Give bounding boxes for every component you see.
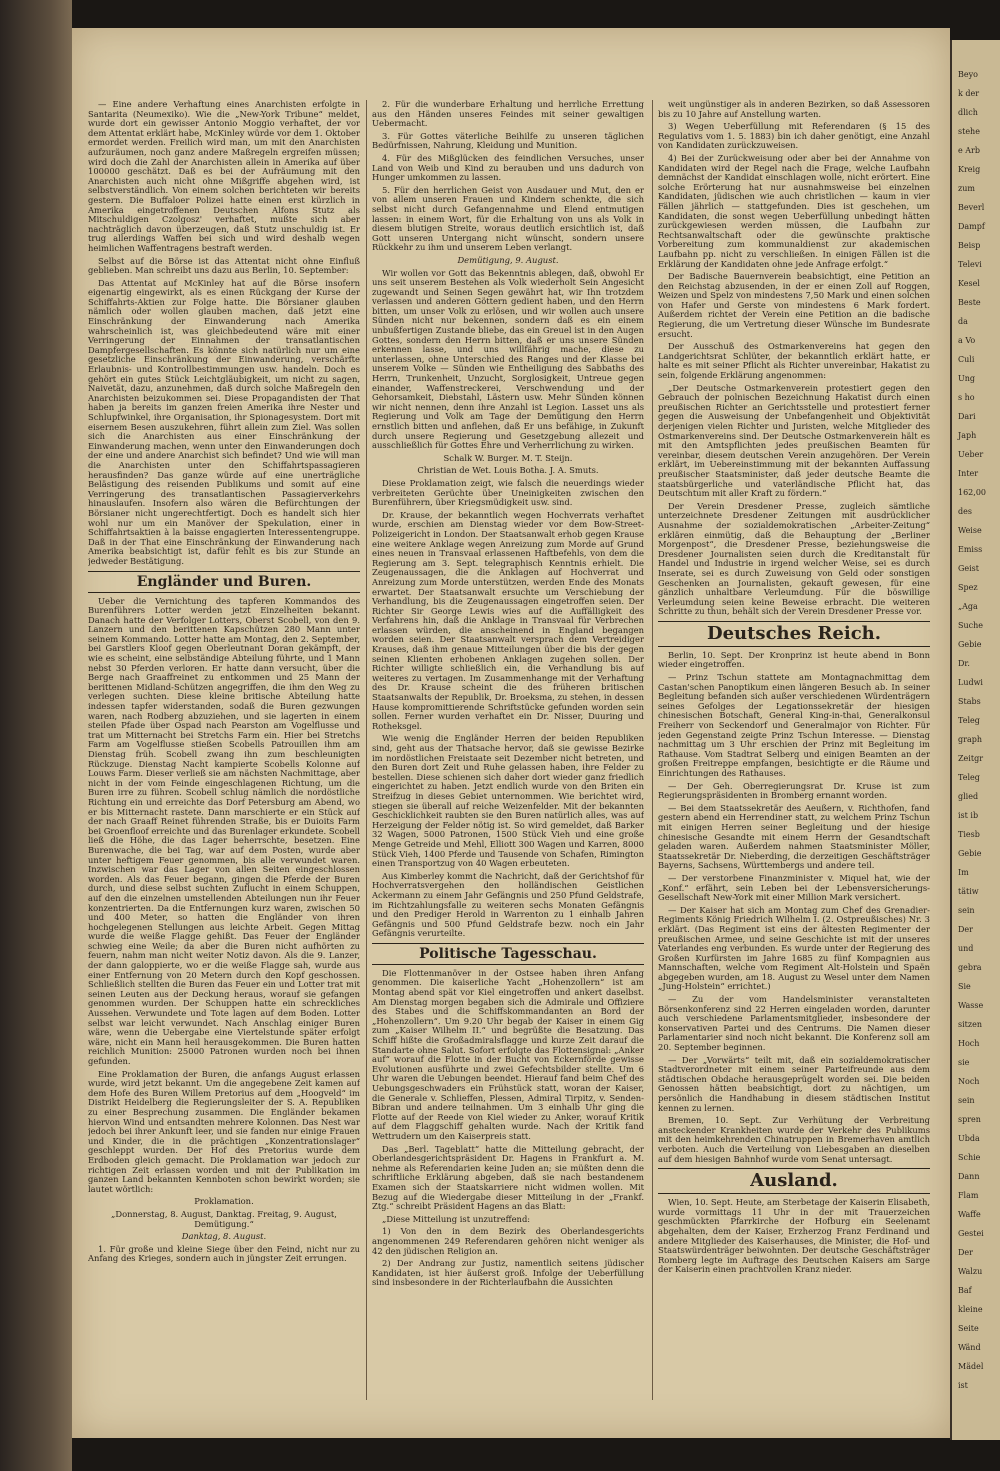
page-fragment: Japh: [958, 431, 977, 440]
paragraph: Der Ausschuß des Ostmarkenvereins hat gegen den Landgerichtsrat Schlüter, der bekanntlich erklärt hatte, er halte es mit seiner Pflicht als Richter unvereinbar, Hakatist zu sein, folgende Erklärung angenommen:: [658, 341, 930, 381]
page-fragment: Wänd: [958, 1343, 981, 1352]
paragraph: — Prinz Tschun stattete am Montagnachmittag dem Castan'schen Panoptikum einen längeren Besuch ab. In seiner Begleitung befanden sich außer verschiedenen Würdenträgern seines Gefolges der Legationssekretär der hiesigen chinesischen Botschaft, General King-in-thai, Generalkonsul Freiherr von Seckendorf und Generalmajor von Richter. Für jeden Gegenstand zeigte Prinz Tschun Interesse. — Dienstag nachmittag um 3 Uhr erschien der Prinz mit Begleitung im Rathause. Vom Stadtrat Selberg und einigen Beamten an der großen Freitreppe empfangen, besichtigte er die Räume und Einrichtungen des Rathauses.: [658, 672, 930, 778]
page-fragment: Beyo: [958, 70, 978, 79]
page-fragment: Dann: [958, 1172, 980, 1181]
page-fragment: „Aga: [958, 602, 978, 611]
paragraph: — Der „Vorwärts“ teilt mit, daß ein sozialdemokratischer Stadtverordneter mit einem seiner Parteifreunde aus dem städtischen Obdache herausgeprügelt worden sei. Die beiden Genossen hätten beabsichtigt, dort zu nächtigen, um persönlich die Handhabung in diesem städtischen Institut kennen zu lernen.: [658, 1054, 930, 1113]
paragraph: Selbst auf die Börse ist das Attentat nicht ohne Einfluß geblieben. Man schreibt uns dazu aus Berlin, 10. September:: [88, 255, 360, 276]
paragraph: — Zu der vom Handelsminister veranstalteten Börsenkonferenz sind 22 Herren eingeladen worden, darunter auch verschiedene Parlamentsmitglieder, insbesondere der konservativen Partei und des Centrums. Die Namen dieser Parlamentarier sind noch nicht bekannt. Die Konferenz soll am 20. September beginnen.: [658, 994, 930, 1053]
page-fragment: glied: [958, 792, 979, 801]
page-fragment: graph: [958, 735, 982, 744]
page-fragment: Culi: [958, 355, 975, 364]
column-2: [372, 100, 644, 1400]
page-fragment: Inter: [958, 469, 979, 478]
page-fragment: e Arb: [958, 146, 980, 155]
page-fragment: des: [958, 507, 972, 516]
page-fragment: Geist: [958, 564, 980, 573]
page-fragment: Ung: [958, 374, 976, 383]
column-3: [658, 100, 930, 1400]
page-fragment: Beisp: [958, 241, 981, 250]
page-fragment: Walzu: [958, 1267, 983, 1276]
paragraph: 3. Für Gottes väterliche Beihilfe zu unseren täglichen Bedürfnissen, Nahrung, Kleidung und Munition.: [372, 130, 644, 151]
paragraph: Dr. Krause, der bekanntlich wegen Hochverrats verhaftet wurde, erschien am Dienstag wieder vor dem Bow-Street-Polizeigericht in London. Der Staatsanwalt erhob gegen Krause eine weitere Anklage wegen Anreizung zum Morde auf Grund eines neuen in Transvaal erlassenen Haftbefehls, von dem die Regierung am 3. Sept. telegraphisch Kenntnis erhielt. Die Zeugenaussagen, die die Anklagen auf Hochverrat und Anreizung zum Morde unterstützen, werden Ende des Monats erwartet. Der Staatsanwalt ersuchte um Verschiebung der Verhandlung, bis die Zeugenaussagen eingetroffen seien. Der Richter Sir George Lewis wies auf die Auffälligkeit des Verfahrens hin, daß die Anklage in Transvaal für Verbrechen erlassen würden, die anscheinend in England begangen worden seien. Der Staatsanwalt versprach dem Vertreidiger Krauses, daß ihm genaue Mitteilungen über die bis der gegen seinen Klienten erhobenen Anklagen zugehen sollen. Der Richter willigte schließlich ein, die Verhandlung bis auf weiteres zu vertagen. Im Zusammenhange mit der Verhaftung des Dr. Krause scheint die des früheren britischen Staatsanwalts der Republik, Dr. Broeksma, zu stehen, in dessen Hause kompromittierende Schriftstücke gefunden worden sein sollen. Ferner wurden verhaftet ein Dr. Nisser, Duuring und Rotheksgel.: [372, 509, 644, 731]
page-fragment: Der: [958, 1248, 973, 1257]
section-heading: Politische Tagesschau.: [372, 943, 644, 965]
signatories: Schalk W. Burger. M. T. Steijn.: [443, 452, 573, 463]
paragraph: Diese Proklamation zeigt, wie falsch die neuerdings wieder verbreiteten Gerüchte über Uneinigkeiten zwischen den Burenführern, über Kriegsmüdigkeit usw. sind.: [372, 477, 644, 508]
page-fragment: Sie: [958, 982, 971, 991]
page-fragment: Televi: [958, 260, 982, 269]
page-fragment: stehe: [958, 127, 980, 136]
paragraph: 5. Für den herrlichen Geist von Ausdauer und Mut, den er von allem unseren Frauen und Kindern schenkte, die sich selbst nicht durch Gefangennahme und Elend entmutigen lassen: in einem Wort, für die Erhaltung von uns als Volk in diesem blutigen Streite, woraus deutlich ersichtlich ist, daß Gott unseren Untergang nicht wünscht, sondern unsere Rückkehr zu ihm und unserem Leben verlangt.: [372, 184, 644, 253]
paragraph: Ueber die Vernichtung des tapferen Kommandos des Burenführers Lotter werden jetzt Einzelheiten bekannt. Danach hatte der Verfolger Lotters, Oberst Scobell, von den 9. Lanzern und den berittenen Kapschützen 280 Mann unter seinem Kommando. Lotter hatte am Montag, den 2. September, bei Garstlers Kloof gegen Oberleutnant Doran gekämpft, der wie es scheint, eine selbständige Abteilung führte, und 1 Mann nebst 30 Pferden verloren. Er hatte dann versucht, über die Berge nach Graaffreinet zu entkommen und 25 Mann der berittenen Midland-Schützen angegriffen, die ihm den Weg zu verlegen suchten. Diese kleine britische Abteilung hatte indessen tapfer widerstanden, sodaß die Buren gezwungen waren, nach Rodberg abzuziehen, und sie lagerten in einem steilen Pfade über Ospad nach Pearston am Vogelflusse und trat um Mitternacht bei Stretchs Farm ein. Hier bei Stretchs Farm am Vogelflusse stießen Scobells Patrouillen ihm am Dienstag früh. Scobell zwang ihn zum beschleunigten Rückzuge. Dienstag Nacht kampierte Scobells Kolonne auf Louws Farm. Dieser verließ sie am nächsten Nachmittage, aber nicht in der vom Feinde eingeschlagenen Richtung, um die Buren irre zu führen. Scobell schlug nämlich die nordöstliche Richtung ein und erreichte das Dorf Petersburg am Abend, wo er bis Mitternacht rastete. Dann marschierte er ein Stück auf der nach Graaff Reinet führenden Straße, bis er Duioits Farm bei Groenfloof erreichte und das Burenlager erkundete. Scobell ließ die Höhe, die das Lager beherrschte, besetzen. Eine Burenwache, die bei Tag, war auf dem Posten, wurde aber unter heftigem Feuer genommen, bis alle verwundet waren. Inzwischen war das Lager von allen Seiten eingeschlossen worden. Als das Feuer begann, gingen die Pferde der Buren durch, und diese selbst suchten Zuflucht in einem Schuppen, auf den die einzelnen umstellenden Abteilungen nun ihr Feuer konzentrierten. Da die Entfernungen kurz waren, zwischen 50 und 400 Meter, so hatten die Engländer von ihren hochgelegenen Stellungen aus leichte Arbeit. Gegen Mittag wurde die weiße Flagge gehißt. Das Feuer der Engländer schwieg eine Weile; da aber die Buren nicht aufhörten zu feuern, nahm man nicht weiter Notiz davon. Als die 9. Lanzer, der dann galoppierte, wo er die weiße Flagge sah, wurde aus einer Entfernung von 20 Metern durch den Kopf geschossen. Schließlich stellten die Buren das Feuer ein und Lotter trat mit seinen Leuten aus der Deckung heraus, worauf sie gefangen genommen wurden. Der Schuppen hatte ein schreckliches Aussehen. Verwundete und Tote lagen auf dem Boden. Lotter selbst war leicht verwundet. Nach Anschlag einiger Buren wäre, wenn die Uebergabe eine Viertelstunde später erfolgt wäre, nicht ein Mann heil herausgekommen. Die Buren hatten reichlich Munition: 25000 Patronen wurden noch bei ihnen gefunden.: [88, 595, 360, 1066]
page-fragment: sein: [958, 906, 975, 915]
paragraph: 1) Von den in dem Bezirk des Oberlandesgerichts angenommenen 249 Referendaren gehören nicht weniger als 42 den jüdischen Religion an.: [372, 1226, 644, 1256]
page-fragment: Beste: [958, 298, 981, 307]
page-fragment: ist ib: [958, 811, 979, 820]
page-fragment: Spez: [958, 583, 978, 592]
page-fragment: kleine: [958, 1305, 983, 1314]
paragraph: „Der Deutsche Ostmarkenverein protestiert gegen den Gebrauch der polnischen Bezeichnung Hakatist durch einen preußischen Richter an Gerichtsstelle und protestiert ferner gegen die Ausweisung der Unbefangenheit und Objektivität derjenigen vielen Richter und Juristen, welche Mitglieder des Ostmarkenvereins sind. Der Deutsche Ostmarkenverein hält es mit den Amtspflichten jedes preußischen Beamten für vereinbar, diesem deutschen Verein anzugehören. Der Verein erklärt, im Uebereinstimmung mit der bekannten Auffassung preußischer Staatsminister, daß jeder deutsche Beamte die staatsbürgerliche und vaterländische Pflicht hat, das Deutschtum mit aller Kraft zu fördern.“: [658, 382, 930, 499]
page-fragment: Waffe: [958, 1210, 981, 1219]
paragraph: — Der Geh. Oberregierungsrat Dr. Kruse ist zum Regierungspräsidenten in Bromberg ernannt worden.: [658, 780, 930, 801]
page-fragment: Hoch: [958, 1039, 980, 1048]
section-heading: Deutsches Reich.: [658, 621, 930, 647]
page-fragment: Teleg: [958, 716, 980, 725]
page-fragment: und: [958, 944, 974, 953]
dateline: Demütigung, 9. August.: [457, 254, 559, 265]
page-fragment: Schie: [958, 1153, 981, 1162]
page-fragment: Dari: [958, 412, 976, 421]
proclamation-dates: „Donnerstag, 8. August, Danktag. Freitag, 9. August, Demütigung.“: [111, 1208, 337, 1229]
paragraph: — Der verstorbene Finanzminister v. Miquel hat, wie der „Konf.“ erfährt, sein Leben bei der Lebensversicherungs-Gesellschaft New-York mit einer Million Mark versichert.: [658, 872, 930, 903]
paragraph: — Der Kaiser hat sich am Montag zum Chef des Grenadier-Regiments König Friedrich Wilhelm I. (2. Ostpreußisches) Nr. 3 erklärt. (Das Regiment ist eins der ältesten Regimenter der preußischen Armee, und seine Geschichte ist mit der unseres Vaterlandes eng verbunden. Es wurde unter der Regierung des Großen Kurfürsten im Jahre 1685 zu fünf Kompagnien aus Mannschaften, welche vom Regiment Alt-Holstein und Spaën abgegeben wurden, am 18. August zu Wesel unter dem Namen „Jung-Holstein“ errichtet.): [658, 904, 930, 992]
section-heading: Engländer und Buren.: [88, 571, 360, 593]
page-fragment: s ho: [958, 393, 975, 402]
paragraph: Der Verein Dresdener Presse, zugleich sämtliche unterzeichnete Dresdener Zeitungen mit ausdrücklicher Ausnahme der sozialdemokratischen „Arbeiter-Zeitung“ erklären einmütig, daß die Behauptung der „Berliner Morgenpost“, die Dresdener Presse, beziehungsweise die Dresdener Journalisten seien durch die Kreditanstalt für Handel und Industrie in irgend welcher Weise, sei es durch Inserate, sei es durch Zuweisung von Geld oder sonstigen Geschenken an Journalisten, gekauft gewesen, für eine gänzlich unhaltbare Verleumdung. Für die böswillige Verleumdung seien keine Beweise erbracht. Die weiteren Schritte zu thun, behält sich der Verein Dresdener Presse vor.: [658, 500, 930, 617]
column-rule: [652, 100, 653, 1400]
page-fragment: Gestei: [958, 1229, 984, 1238]
paragraph: Eine Proklamation der Buren, die anfangs August erlassen wurde, wird jetzt bekannt. Um die angegebene Zeit kamen auf dem Hofe des Buren Willem Pretorius auf dem „Hoogveld“ im Distrikt Heidelberg die Regierungsleiter der S. A. Republiken zu einer Besprechung zusammen. Die Engländer bekamen hiervon Wind und entsandten mehrere Kolonnen. Das Nest war jedoch bei ihrer Ankunft leer, und sie fanden nur einige Frauen und Kinder, die in die prächtigen „Konzentrationslager“ geschleppt wurden. Der Hof des Pretorius wurde dem Erdboden gleich gemacht. Die Proklamation war jedoch zur richtigen Zeit erlassen worden und mit der Publikation im ganzen Land bekannten Kennboten schon bewirkt worden; sie lautet wörtlich:: [88, 1068, 360, 1194]
paragraph: „Diese Mitteilung ist unzutreffend:: [382, 1213, 531, 1224]
signatories: Christian de Wet. Louis Botha. J. A. Smuts.: [417, 465, 599, 476]
page-fragment: Seite: [958, 1324, 979, 1333]
page-fragment: k der: [958, 89, 980, 98]
column-rule: [366, 100, 367, 1400]
page-fragment: dlich: [958, 108, 978, 117]
paragraph: weit ungünstiger als in anderen Bezirken, so daß Assessoren bis zu 10 Jahre auf Anstellung warten.: [658, 100, 930, 119]
page-fragment: Dr.: [958, 659, 970, 668]
dateline: Danktag, 8. August.: [181, 1231, 267, 1242]
page-fragment: Noch: [958, 1077, 980, 1086]
page-fragment: Baf: [958, 1286, 972, 1295]
page-fragment: Dampf: [958, 222, 985, 231]
paragraph: Das Attentat auf McKinley hat auf die Börse insofern eigenartig eingewirkt, als es einen Rückgang der Kurse der Schiffahrts-Aktien zur Folge hatte. Die Börsianer glauben nämlich oder wollen glauben machen, daß jetzt eine Einschränkung der Einwanderung nach Amerika wahrscheinlich ist, was gleichbedeutend wäre mit einer Verringerung der Einnahmen der transatlantischen Dampfergesellschaften. Es könnte sich natürlich nur um eine gesetzliche Einschränkung der Einwanderung, verschärfte Erlaubnis- und Kontrollbestimmungen usw. handeln. Doch es gehört ein gutes Stück Leichtgläubigkeit, um nicht zu sagen, Naivetät, dazu, anzunehmen, daß durch solche Maßregeln den Anarchisten beizukommen sei. Diese Propagandisten der That haben ja bereits im ganzen freien Amerika ihre Nester und Schlupfwinkel, ihre Organisation, ihr Spionagesystem. Dort mit eisernem Besen auszukehren, führt allein zum Ziel. Was sollen sich die Anarchisten aus einer Einschränkung der Einwanderung machen, wenn unter den Einwanderungen doch der eine und andere Anarchist sich befindet? Und wie will man die Anarchisten unter den Schiffahrtspassagieren herausfinden? Das ganze würde auf eine unerträgliche Belästigung des reisenden Publikums und somit auf eine Verringerung des transatlantischen Passagierverkehrs hinauslaufen. Insofern also wären die Befürchtungen der Börsianer nicht ungerechtfertigt. Doch es handelt sich hier wohl nur um ein Manöver der Spekulation, einer in Schiffahrtsaktien à la baisse engagierten Interessentengruppe. Daß in der That eine Einschränkung der Einwanderung nach Amerika beabsichtigt ist, dafür fehlt es bis zur Stunde an jedweder Bestätigung.: [88, 277, 360, 566]
page-fragment: zum: [958, 184, 975, 193]
page-fragment: sie: [958, 1058, 970, 1067]
paragraph: 3) Wegen Ueberfüllung mit Referendaren (§ 15 des Regulativs vom 1. 5. 1883) bin ich daher genötigt, eine Anzahl von Kandidaten zurückzuweisen.: [658, 121, 930, 151]
page-fragment: a Vo: [958, 336, 976, 345]
page-fragment: da: [958, 317, 968, 326]
page-fragment: Kesel: [958, 279, 980, 288]
paragraph: Wir wollen vor Gott das Bekenntnis ablegen, daß, obwohl Er uns seit unserem Bestehen als Volk wiederholt Sein Angesicht zugewandt und Seinen Segen gewährt hat, wir Ihn trotzdem verlassen und anderen Göttern gedient haben, und den Herrn bitten, um unser Volk zu erlösen, und wir wollen auch unsere Sünden nicht nur bekennen, sondern daß es ein einem unbußfertigen Zustande bliebe, das ein Greuel ist in den Augen Gottes, sondern den Herrn bitten, daß er uns unsere Sünden erkennen lasse, und uns willfährig mache, diese zu unterlassen, ohne Unterschied des Ranges und der Klasse bei unserem Volke — Sünden wie Entheiligung des Sabbaths des Herrn, Trunkenheit, Unzucht, Sorglosigkeit, Untreue gegen einander, Waffenstreckerei, Verschwendung und der Gehorsamkeit, Diebstahl, Lästern usw. Mehr Sünden können wir nicht nennen, denn ihre Anzahl ist Legion. Lasset uns als Regierung und Volk am Tage der Demütigung den Herrn ernstlich bitten und anflehen, daß Er uns befähige, in Zukunft durch unsere Regierung und Gesetzgebung allezeit und ausschließlich für Gottes Ehre und Verherrlichung zu wirken.: [372, 267, 644, 451]
newspaper-page: [72, 28, 950, 1438]
paragraph: — Eine andere Verhaftung eines Anarchisten erfolgte in Santarita (Neumexiko). Wie die „New-York Tribune“ meldet, wurde dort ein gewisser Antonio Moggio verhaftet, der vor dem Attentat erklärt habe, McKinley würde vor dem 1. Oktober ermordet werden. Freilich wird man, um mit den Anarchisten aufzuräumen, noch ganz andere Maßregeln ergreifen müssen; wird doch die Zahl der Anarchisten allein in Amerika auf über 100000 geschätzt. Daß es bei der Aufräumung mit den Anarchisten auch nicht ohne Mißgriffe abgehen wird, ist selbstverständlich. Von einem solchen berichteten wir bereits gestern. Die Buffaloer Polizei hatte einen erst kürzlich in Amerika eingetroffenen Deutschen Alfons Stutz als Mitschuldigen Czolgosz' verhaftet, mußte sich aber nachträglich davon überzeugen, daß Stutz unschuldig ist. Er trug allerdings Waffen bei sich und wird deshalb wegen heimlichen Waffentragens bestraft werden.: [88, 100, 360, 253]
book-binding: [0, 0, 72, 1471]
page-fragment: sitzen: [958, 1020, 982, 1029]
paragraph: Wien, 10. Sept. Heute, am Sterbetage der Kaiserin Elisabeth, wurde vormittags 11 Uhr in der mit Trauerzeichen geschmückten Pfarrkirche der Hofburg ein Seelenamt abgehalten, dem der Kaiser, Erzherzog Franz Ferdinand und andere Mitglieder des Kaiserhauses, die Minister, die Hof- und Staatswürdenträger beiwohnten. Der deutsche Geschäftsträger Romberg legte im Auftrage des Deutschen Kaisers am Sarge der Kaiserin einen prachtvollen Kranz nieder.: [658, 1197, 930, 1275]
page-fragment: Stabs: [958, 697, 981, 706]
page-fragment: Gebie: [958, 640, 982, 649]
paragraph: Der Badische Bauernverein beabsichtigt, eine Petition an den Reichstag abzusenden, in der er einen Zoll auf Roggen, Weizen und Spelz von mindestens 7,50 Mark und einen solchen von Hafer und Gerste von mindestens 6 Mark fordert. Außerdem richtet der Verein eine Petition an die badische Regierung, die um Vertretung dieser Wünsche im Bundesrate ersucht.: [658, 271, 930, 339]
paragraph: Bremen, 10. Sept. Zur Verhütung der Verbreitung ansteckender Krankheiten wurde der Verkehr des Publikums mit den heimkehrenden Chinatruppen in Bremerhaven amtlich verboten. Auch die Verteilung von Liebesgaben an dieselben auf dem hiesigen Bahnhof wurde vom Senat untersagt.: [658, 1115, 930, 1164]
paragraph: Die Flottenmanöver in der Ostsee haben ihren Anfang genommen. Die kaiserliche Yacht „Hohenzollern“ ist am Montag abend spät vor Kiel eingetroffen und ankert daselbst. Am Dienstag morgen begaben sich die Admirale und Offiziere des Stabes und die Schiffskommandanten an Bord der „Hohenzollern“. Um 9.20 Uhr begab der Kaiser in einem Gig zum „Kaiser Wilhelm II.“ und begrüßte die Besatzung. Das Schiff hißte die Großadmiralsflagge und kurze Zeit darauf die Standarte ohne Salut. Sofort erfolgte das Flottensignal: „Anker auf“ worauf die Flotte in der Bucht von Eckernförde gewisse Evolutionen ausführte und zwei Gefechtsbilder stellte. Um 6 Uhr waren die Uebungen beendet. Hierauf fand beim Chef des Uebungsgeschwaders ein Frühstück statt, woran der Kaiser, die Generale v. Schlieffen, Plessen, Admiral Tirpitz, v. Senden-Bibran und andere teilnahmen. Um 3 einhalb Uhr ging die Flotte auf der Reede von Kiel wieder zu Anker, worauf Kritik auf dem Flaggschiff gehalten wurde. Nach der Kritik fand Wettrudern um den Kaiserpreis statt.: [372, 967, 644, 1141]
page-fragment: Gebie: [958, 849, 982, 858]
page-fragment: ist: [958, 1381, 968, 1390]
page-fragment: gebra: [958, 963, 982, 972]
page-fragment: Emiss: [958, 545, 983, 554]
page-fragment: Ludwi: [958, 678, 983, 687]
page-fragment: Mädel: [958, 1362, 984, 1371]
page-fragment: Wasse: [958, 1001, 984, 1010]
paragraph: 4) Bei der Zurückweisung oder aber bei der Annahme von Kandidaten wird der Regel nach die Frage, welche Laufbahn demnächst der Kandidat einschlagen wolle, nicht erörtert. Eine solche Erörterung hat nur ausnahmsweise bei einzelnen Kandidaten, jüdischen wie auch christlichen — kaum in vier Fällen jährlich — stattgefunden. Dies ist geschehen, um Kandidaten, die sonst wegen Ueberfüllung unbedingt hätten zurückgewiesen werden müssen, die Laufbahn zur Rechtsanwaltschaft oder die gewünschte praktische Vorbereitung zum kommunaldienst zur akademischen Laufbahn pp. nicht zu verschließen. In einigen Fällen ist die Erklärung der Kandidaten ohne jede Anfrage erfolgt.“: [658, 152, 930, 269]
paragraph: Das „Berl. Tageblatt“ hatte die Mitteilung gebracht, der Oberlandesgerichtspräsident Dr. Hagens in Frankfurt a. M. nehme als Referendarien keine Juden an; sie müßten denn die schriftliche Erklärung abgeben, daß sie nach bestandenem Examen sich der Staatskarriere nicht widmen wollen. Mit Bezug auf die Wiedergabe dieser Mitteilung in der „Frankf. Ztg.“ schreibt Präsident Hagens an das Blatt:: [372, 1143, 644, 1212]
paragraph: 2) Der Andrang zur Justiz, namentlich seitens jüdischer Kandidaten, ist hier äußerst groß. Infolge der Ueberfüllung sind insbesondere in der Richterlaufbahn die Aussichten: [372, 1258, 644, 1288]
page-fragment: Ueber: [958, 450, 984, 459]
page-fragment: 162,00: [958, 488, 986, 497]
page-fragment: Kreig: [958, 165, 981, 174]
page-fragment: Zeitgr: [958, 754, 984, 763]
column-1: [88, 100, 360, 1400]
page-fragment: sein: [958, 1096, 975, 1105]
page-fragment: Suche: [958, 621, 983, 630]
page-fragment: Der: [958, 925, 973, 934]
page-fragment: Teleg: [958, 773, 980, 782]
adjacent-page-edge: [950, 40, 1000, 1440]
page-fragment: tätiw: [958, 887, 979, 896]
paragraph: 4. Für des Mißglücken des feindlichen Versuches, unser Land von Weib und Kind zu berauben und uns dadurch von Hunger umkommen zu lassen.: [372, 152, 644, 183]
page-fragment: Flam: [958, 1191, 979, 1200]
page-fragment: Im: [958, 868, 969, 877]
page-fragment: Weise: [958, 526, 982, 535]
paragraph: Wie wenig die Engländer Herren der beiden Republiken sind, geht aus der Thatsache hervor, daß sie gewisse Bezirke im nordöstlichen Freistaate seit Dezember nicht betreten, und den Buren dort Zeit und Ruhe gelassen haben, ihre Felder zu bestellen. Diese schienen sich daher dort wieder ganz friedlich eingerichtet zu haben. Jetzt endlich wurde von den Briten ein Streifzug in dieses Gebiet unternommen. Wie berichtet wird, stiegen sie überall auf reiche Weizenfelder. Mit der bekannten Geschicklichkeit raubten sie den Buren natürlich alles, was auf Herzeigung der Felder nötig ist. So wird gemeldet, daß Barker 32 Wagen, 5000 Patronen, 1500 Stück Vieh und eine große Menge Getreide und Mehl, Elliott 300 Wagen und Karren, 8000 Stück Vieh, 1400 Pferde und Tausende von Schafen, Rimington einen Transportzug von 40 Wagen erbeuteten.: [372, 733, 644, 869]
paragraph: Aus Kimberley kommt die Nachricht, daß der Gerichtshof für Hochverratsvergehen den holländischen Geistlichen Ackermann zu einem Jahr Gefängnis und 250 Pfund Geldstrafe, im Richtzahlungsfalle zu weiteren sechs Monaten Gefängnis und den Prediger Herold in Warrenton zu 1 einhalb Jahren Gefängnis und 500 Pfund Geldstrafe bezw. noch ein Jahr Gefängnis verurteilte.: [372, 870, 644, 939]
page-fragment: Ubda: [958, 1134, 980, 1143]
page-fragment: spren: [958, 1115, 981, 1124]
proclamation-title: Proklamation.: [194, 1196, 254, 1207]
section-heading: Ausland.: [658, 1168, 930, 1194]
paragraph: Berlin, 10. Sept. Der Kronprinz ist heute abend in Bonn wieder eingetroffen.: [658, 649, 930, 670]
paragraph: 2. Für die wunderbare Erhaltung und herrliche Errettung aus den Händen unseres Feindes mit seiner gewaltigen Uebermacht.: [372, 100, 644, 129]
page-fragment: Beverl: [958, 203, 985, 212]
page-fragment: Tiesb: [958, 830, 980, 839]
paragraph: — Bei dem Staatssekretär des Aeußern, v. Richthofen, fand gestern abend ein Herrendiner statt, zu welchem Prinz Tschun mit einigen Herren seiner Begleitung und der hiesige chinesische Gesandte mit einem Herrn der Gesandtschaft geladen waren. Außerdem nahmen Staatsminister Möller, Staatssekretär Dr. Nieberding, die derzeitigen Geschäftsträger Bayerns, Sachsens, Württembergs und andere teil.: [658, 802, 930, 871]
paragraph: 1. Für große und kleine Siege über den Feind, nicht nur zu Anfang des Krieges, sondern auch in jüngster Zeit errungen.: [88, 1243, 360, 1264]
